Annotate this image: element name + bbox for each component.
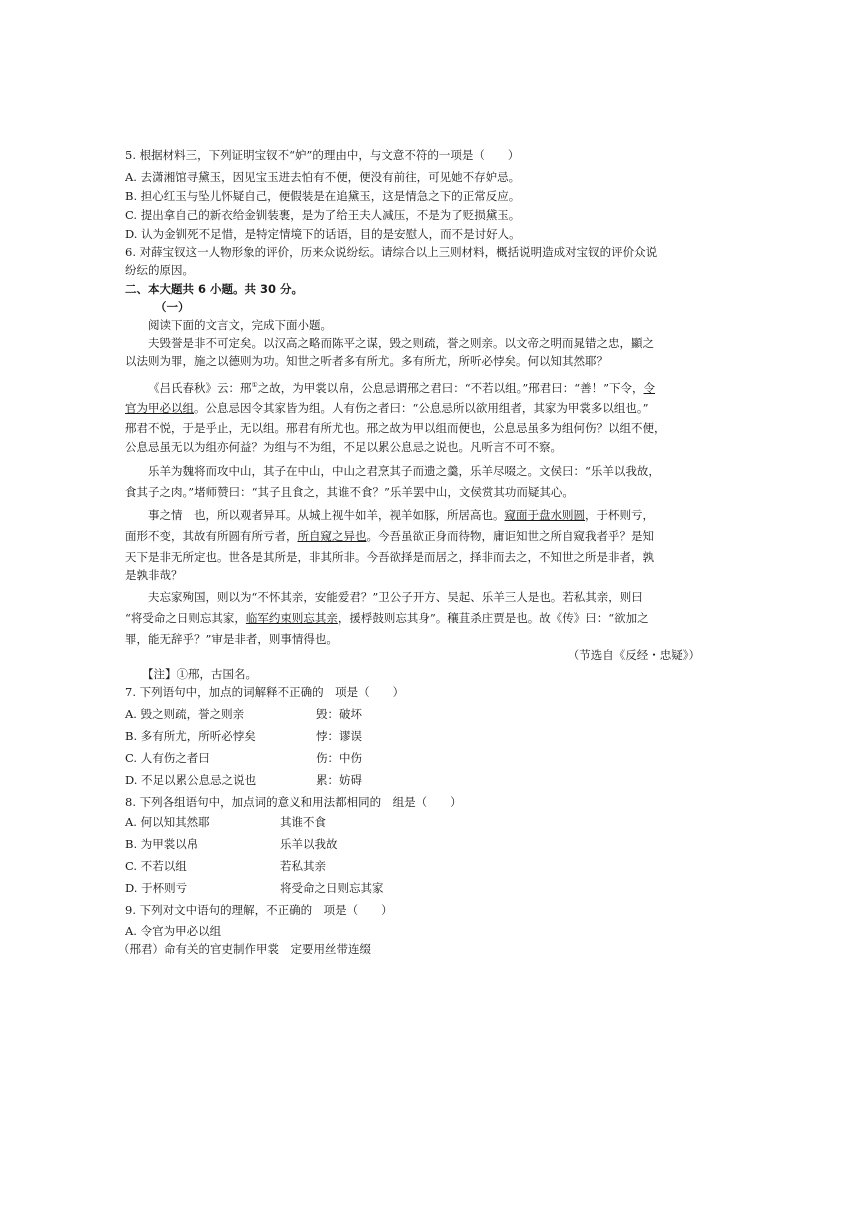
passage-p1-line1: 夫毁誉是非不可定矣。以汉高之略而陈平之谋，毁之则疏，誉之则亲。以文帝之明而晁错之忠，顯之 [148,336,654,350]
passage-p4-text-d: 。今吾虽欲正身而待物，庸讵知世之所自窥我者乎？是知 [366,529,654,543]
q9-option-a: A. 令官为甲必以组 [125,924,222,938]
passage-p3-line1: 乐羊为魏将而攻中山，其子在中山，中山之君烹其子而遗之羹，乐羊尽啜之。文侯曰：“乐羊以我故， [148,464,660,478]
passage-p4-line1 [148,508,700,523]
q5-option-c: C. 提出拿自己的新衣给金钏装裹，是为了给王夫人减压，不是为了贬损黛玉。 [125,208,521,222]
section-2-heading: 二、本大题共 6 小题。共 30 分。 [125,282,304,296]
q7-option-c: C. 人有伤之者曰 [125,751,210,765]
q8-option-a-right: 其谁不食 [280,815,326,829]
q5-option-d: D. 认为金钏死不足惜，是特定情境下的话语，目的是安慰人，而不是讨好人。 [125,227,521,241]
passage-p4-text-c: 面形不变，其故有所圆有所亏者， [125,529,298,543]
passage-p2-line3: 郉君不悦，于是乎止，无以组。郉君有所尤也。郉之故为甲以组而便也，公息忌虽多为组何伤？以组不便， [125,421,666,435]
passage-p2-line2 [125,401,700,416]
q8-option-b-left: B. 为甲裳以帛 [125,837,199,851]
passage-p2-text-c: 。公息忌因令其家皆为组。人有伤之者曰：“公息忌所以欲用组者，其家为甲裳多以组也。” [194,401,649,415]
q8-option-b-right: 乐羊以我故 [280,837,338,851]
passage-p5-text-b: ，援桴鼓则忘其身”。穰苴杀庄贾是也。故《传》曰：“欲加之 [337,611,649,625]
underlined-phrase-ling: 令 [643,380,656,395]
q7-option-a: A. 毁之则疏，誉之则亲 [125,707,245,721]
passage-p4-line3: 天下是非无所定也。世各是其所是，非其所非。今吾欲择是而居之，择非而去之，不知世之所是非者，孰 [125,550,654,564]
footnote: 【注】①郉，古国名。 [142,667,257,681]
footnote-marker: ① [251,381,258,389]
reading-instruction: 阅读下面的文言文，完成下面小题。 [148,318,332,332]
underlined-phrase-linjun: 临军约束则忘其亲 [245,611,338,625]
q6-stem-line2: 纷纭的原因。 [125,263,194,277]
q8-option-c-right: 若私其亲 [280,859,326,873]
passage-p2-text-b: 之故，为甲裳以帛，公息忌谓郉之君曰：“不若以组。”郉君曰：“善！”下令， [257,380,644,395]
passage-p4-text-b: ，于杯则亏， [585,508,654,522]
underlined-phrase-suozikui: 所自窥之异也 [297,529,367,543]
passage-p1-line2: 以法则为罪，施之以德则为功。知世之听者多有所尤。多有所尤，所听必悖矣。何以知其然耶？ [125,354,608,368]
q6-stem-line1: 6. 对薛宝钗这一人物形象的评价，历来众说纷纭。请综合以上三则材料，概括说明造成对宝钗的评价众说 [125,245,658,259]
passage-p3-line2: 食其子之肉。”堵师赞曰：“其子且食之，其谁不食？”乐羊罢中山，文侯赏其功而疑其心。 [125,485,574,499]
q8-stem: 8. 下列各组语句中，加点词的意义和用法都相同的 组是（ ） [125,795,462,809]
passage-p5-line2 [125,611,700,626]
q9-option-a-explanation: （郉君）命有关的官吏制作甲裳 定要用丝带连缀 [118,942,371,956]
subsection-heading: （一） [155,300,190,314]
passage-p4-text-a: 事之情 也，所以观者异耳。从城上视牛如羊，视羊如豚，所居高也。 [148,508,505,522]
q9-stem: 9. 下列对文中语句的理解，不正确的 项是（ ） [125,903,393,917]
q7-option-b: B. 多有所尤，所听必悖矣 [125,729,256,743]
q8-option-a-left: A. 何以知其然耶 [125,815,210,829]
q7-option-c-gloss: 伤：中伤 [316,751,362,765]
underlined-phrase-lingguan: 官为甲必以组 [125,401,194,415]
q7-option-d-gloss: 累：妨碍 [316,773,362,787]
passage-p5-line1: 夫忘家殉国，则以为“不怀其亲，安能爱君？”卫公子开方、吴起、乐羊三人是也。若私其亲，则曰 [148,590,643,604]
q7-option-d: D. 不足以累公息忌之说也 [125,773,257,787]
passage-p5-text-a: “将受命之日则忘其家， [125,611,246,625]
q5-option-a: A. 去潇湘馆寻黛玉，因见宝玉进去怕有不便，便没有前往，可见她不存妒忌。 [125,170,521,184]
q7-stem: 7. 下列语句中，加点的词解释不正确的 项是（ ） [125,685,405,699]
q5-option-b: B. 担心红玉与坠儿怀疑自己，便假装是在追黛玉，这是情急之下的正常反应。 [125,189,521,203]
q8-option-c-left: C. 不若以组 [125,859,187,873]
passage-p2-text-a: 《吕氏春秋》云：郉 [148,380,252,395]
passage-p4-line2 [125,529,700,544]
passage-p5-line3: 罪，能无辞乎？”审是非者，则事情得也。 [125,632,338,646]
q7-option-b-gloss: 悖：谬误 [316,729,362,743]
passage-p2-line4: 公息忌虽无以为组亦何益？为组与不为组，不足以累公息忌之说也。凡听言不可不察。 [125,440,562,454]
q7-option-a-gloss: 毁：破坏 [316,707,362,721]
passage-source: （节选自《反经・忠疑》） [567,648,700,662]
q8-option-d-right: 将受命之日则忘其家 [280,881,384,895]
underlined-phrase-kuimian: 窥面于盘水则圆 [504,508,585,522]
passage-p4-line4: 是孰非哉？ [125,568,183,582]
q5-stem: 5. 根据材料三，下列证明宝钗不“妒”的理由中，与文意不符的一项是（ ） [125,148,520,162]
q8-option-d-left: D. 于杯则亏 [125,881,188,895]
passage-p2-line1 [148,378,700,396]
